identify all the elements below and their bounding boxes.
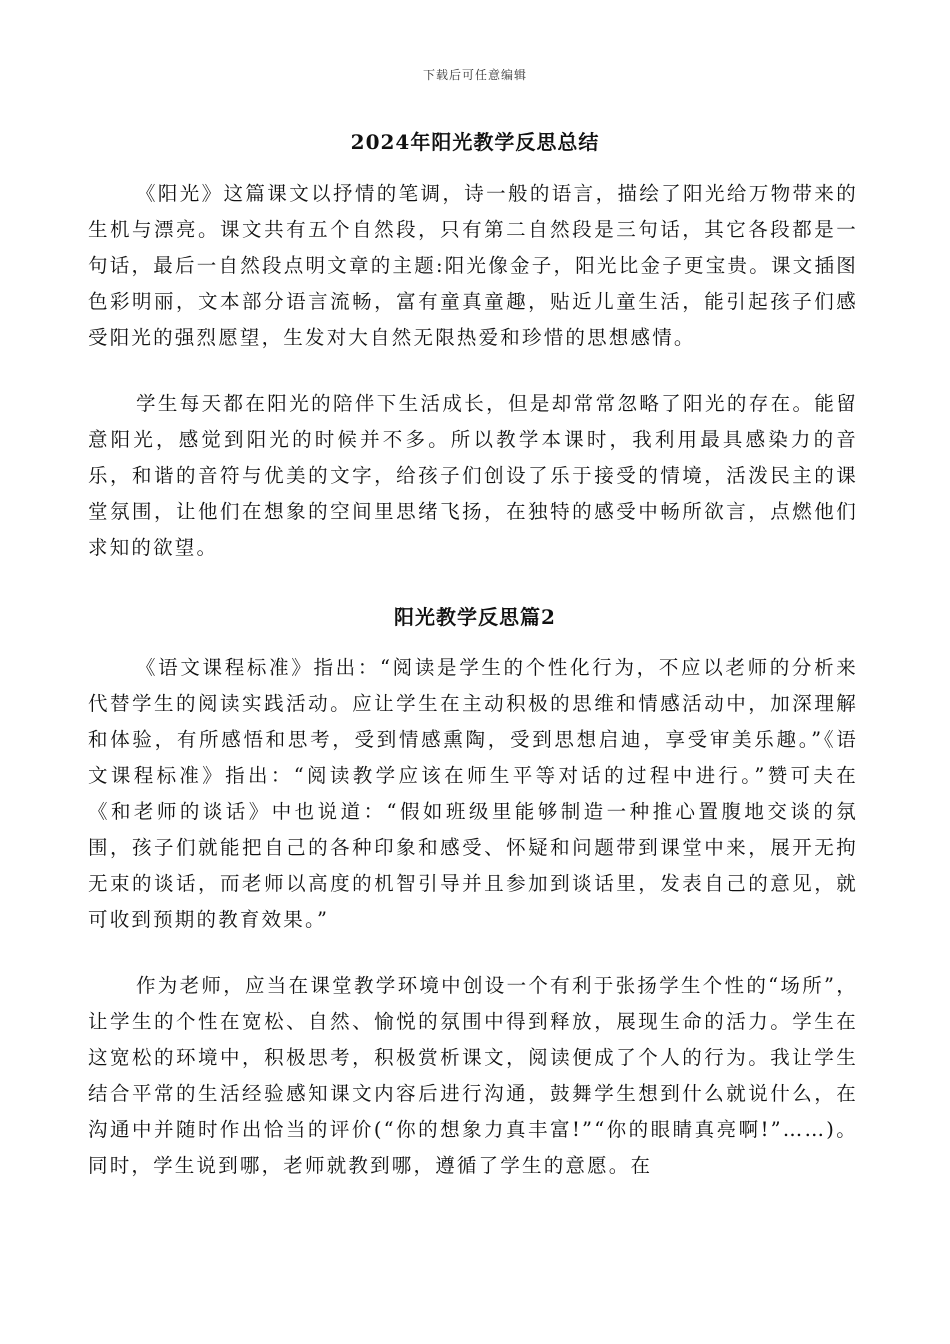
paragraph-1: 《阳光》这篇课文以抒情的笔调，诗一般的语言，描绘了阳光给万物带来的生机与漂亮。课文共有五个自然段，只有第二自然段是三句话，其它各段都是一句话，最后一自然段点明文章的主题:阳光像金子，阳光比金子更宝贵。课文插图色彩明丽，文本部分语言流畅，富有童真童趣，贴近儿童生活，能引起孩子们感受阳光的强烈愿望，生发对大自然无限热爱和珍惜的思想感情。 [88,182,858,349]
section-title: 阳光教学反思篇2 [394,605,556,629]
paragraph-3: 《语文课程标准》指出：“阅读是学生的个性化行为，不应以老师的分析来代替学生的阅读实践活动。应让学生在主动积极的思维和情感活动中，加深理解和体验，有所感悟和思考，受到情感熏陶，受到思想启迪，享受审美乐趣。”《语文课程标准》指出：“阅读教学应该在师生平等对话的过程中进行。”赞可夫在《和老师的谈话》中也说道：“假如班级里能够制造一种推心置腹地交谈的氛围，孩子们就能把自己的各种印象和感受、怀疑和问题带到课堂中来，展开无拘无束的谈话，而老师以高度的机智引导并且参加到谈话里，发表自己的意见，就可收到预期的教育效果。” [88,656,858,931]
header-note: 下载后可任意编辑 [422,68,527,82]
paragraph-4: 作为老师，应当在课堂教学环境中创设一个有利于张扬学生个性的“场所”，让学生的个性在宽松、自然、愉悦的氛围中得到释放，展现生命的活力。学生在这宽松的环境中，积极思考，积极赏析课文，阅读便成了个人的行为。我让学生结合平常的生活经验感知课文内容后进行沟通，鼓舞学生想到什么就说什么，在沟通中并随时作出恰当的评价(“你的想象力真丰富!”“你的眼睛真亮啊!”……)。同时，学生说到哪，老师就教到哪，遵循了学生的意愿。在 [88,974,858,1177]
document-title: 2024年阳光教学反思总结 [350,130,600,154]
paragraph-2: 学生每天都在阳光的陪伴下生活成长，但是却常常忽略了阳光的存在。能留意阳光，感觉到阳光的时候并不多。所以教学本课时，我利用最具感染力的音乐，和谐的音符与优美的文字，给孩子们创设了乐于接受的情境，活泼民主的课堂氛围，让他们在想象的空间里思绪飞扬，在独特的感受中畅所欲言，点燃他们求知的欲望。 [88,392,858,559]
